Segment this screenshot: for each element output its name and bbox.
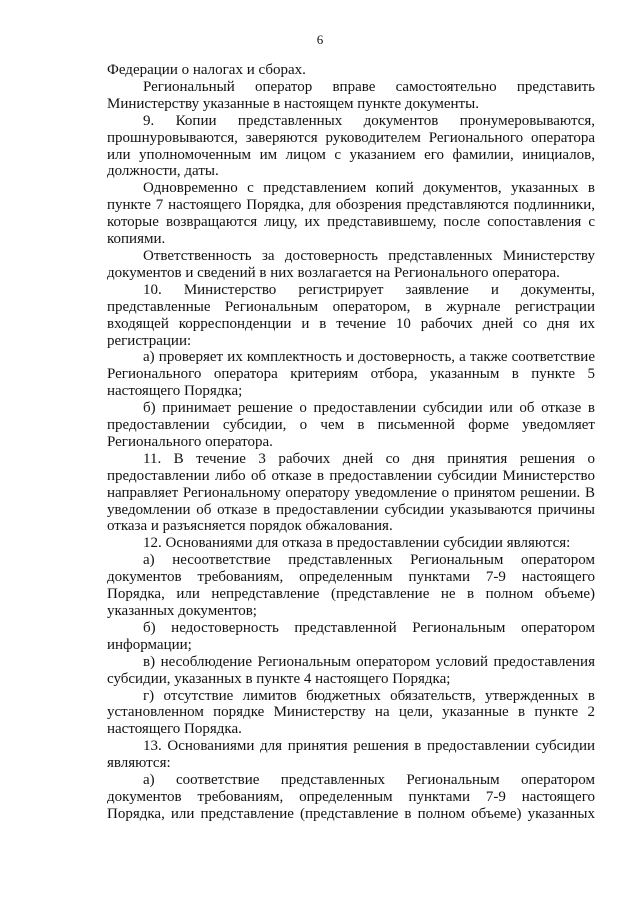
paragraph: г) отсутствие лимитов бюджетных обязательств, утвержденных в установленном порядке Министерству на цели, указанные в пункте 2 настоящего Порядка. — [107, 687, 595, 738]
paragraph: а) соответствие представленных Региональным оператором документов требованиям, определенным пунктами 7-9 настоящего Порядка, или представление (представление в полном объеме) указанных — [107, 772, 595, 822]
paragraph: Ответственность за достоверность представленных Министерству документов и сведений в них возлагается на Регионального оператора. — [107, 247, 595, 281]
paragraph: 11. В течение 3 рабочих дней со дня принятия решения о предоставлении либо об отказе в предоставлении субсидии Министерство направляет Региональному оператору уведомление о принятом решении. В уведомлении об отказе в предоставлении субсидии указываются причины отказа и разъясняется порядок обжалования. — [107, 450, 595, 535]
paragraph: а) проверяет их комплектность и достоверность, а также соответствие Регионального оператора критериям отбора, указанным в пункте 5 настоящего Порядка; — [107, 349, 595, 400]
paragraph: б) недостоверность представленной Региональным оператором информации; — [107, 619, 595, 653]
paragraph: в) несоблюдение Региональным оператором условий предоставления субсидии, указанных в пункте 4 настоящего Порядка; — [107, 653, 595, 687]
paragraph: Одновременно с представлением копий документов, указанных в пункте 7 настоящего Порядка, для обозрения представляются подлинники, которые возвращаются лицу, их представившему, после сопоставления с копиями. — [107, 180, 595, 248]
paragraph: а) несоответствие представленных Региональным оператором документов требованиям, определенным пунктами 7-9 настоящего Порядка, или непредставление (представление не в полном объеме) указанных документов; — [107, 552, 595, 619]
page-number: 6 — [316, 32, 324, 47]
paragraph: Федерации о налогах и сборах. — [107, 62, 306, 78]
paragraph: Региональный оператор вправе самостоятельно представить Министерству указанные в настоящем пункте документы. — [107, 78, 595, 112]
paragraph: 10. Министерство регистрирует заявление и документы, представленные Региональным оператором, в журнале регистрации входящей корреспонденции и в течение 10 рабочих дней со дня их регистрации: — [107, 281, 595, 349]
document-body — [107, 62, 595, 823]
paragraph: б) принимает решение о предоставлении субсидии или об отказе в предоставлении субсидии, о чем в письменной форме уведомляет Регионального оператора. — [107, 400, 595, 450]
paragraph: 13. Основаниями для принятия решения в предоставлении субсидии являются: — [107, 738, 595, 772]
paragraph: 12. Основаниями для отказа в предоставлении субсидии являются: — [143, 535, 571, 552]
paragraph: 9. Копии представленных документов пронумеровываются, прошнуровываются, заверяются руководителем Регионального оператора или уполномоченным им лицом с указанием его фамилии, инициалов, должности, даты. — [107, 112, 595, 180]
